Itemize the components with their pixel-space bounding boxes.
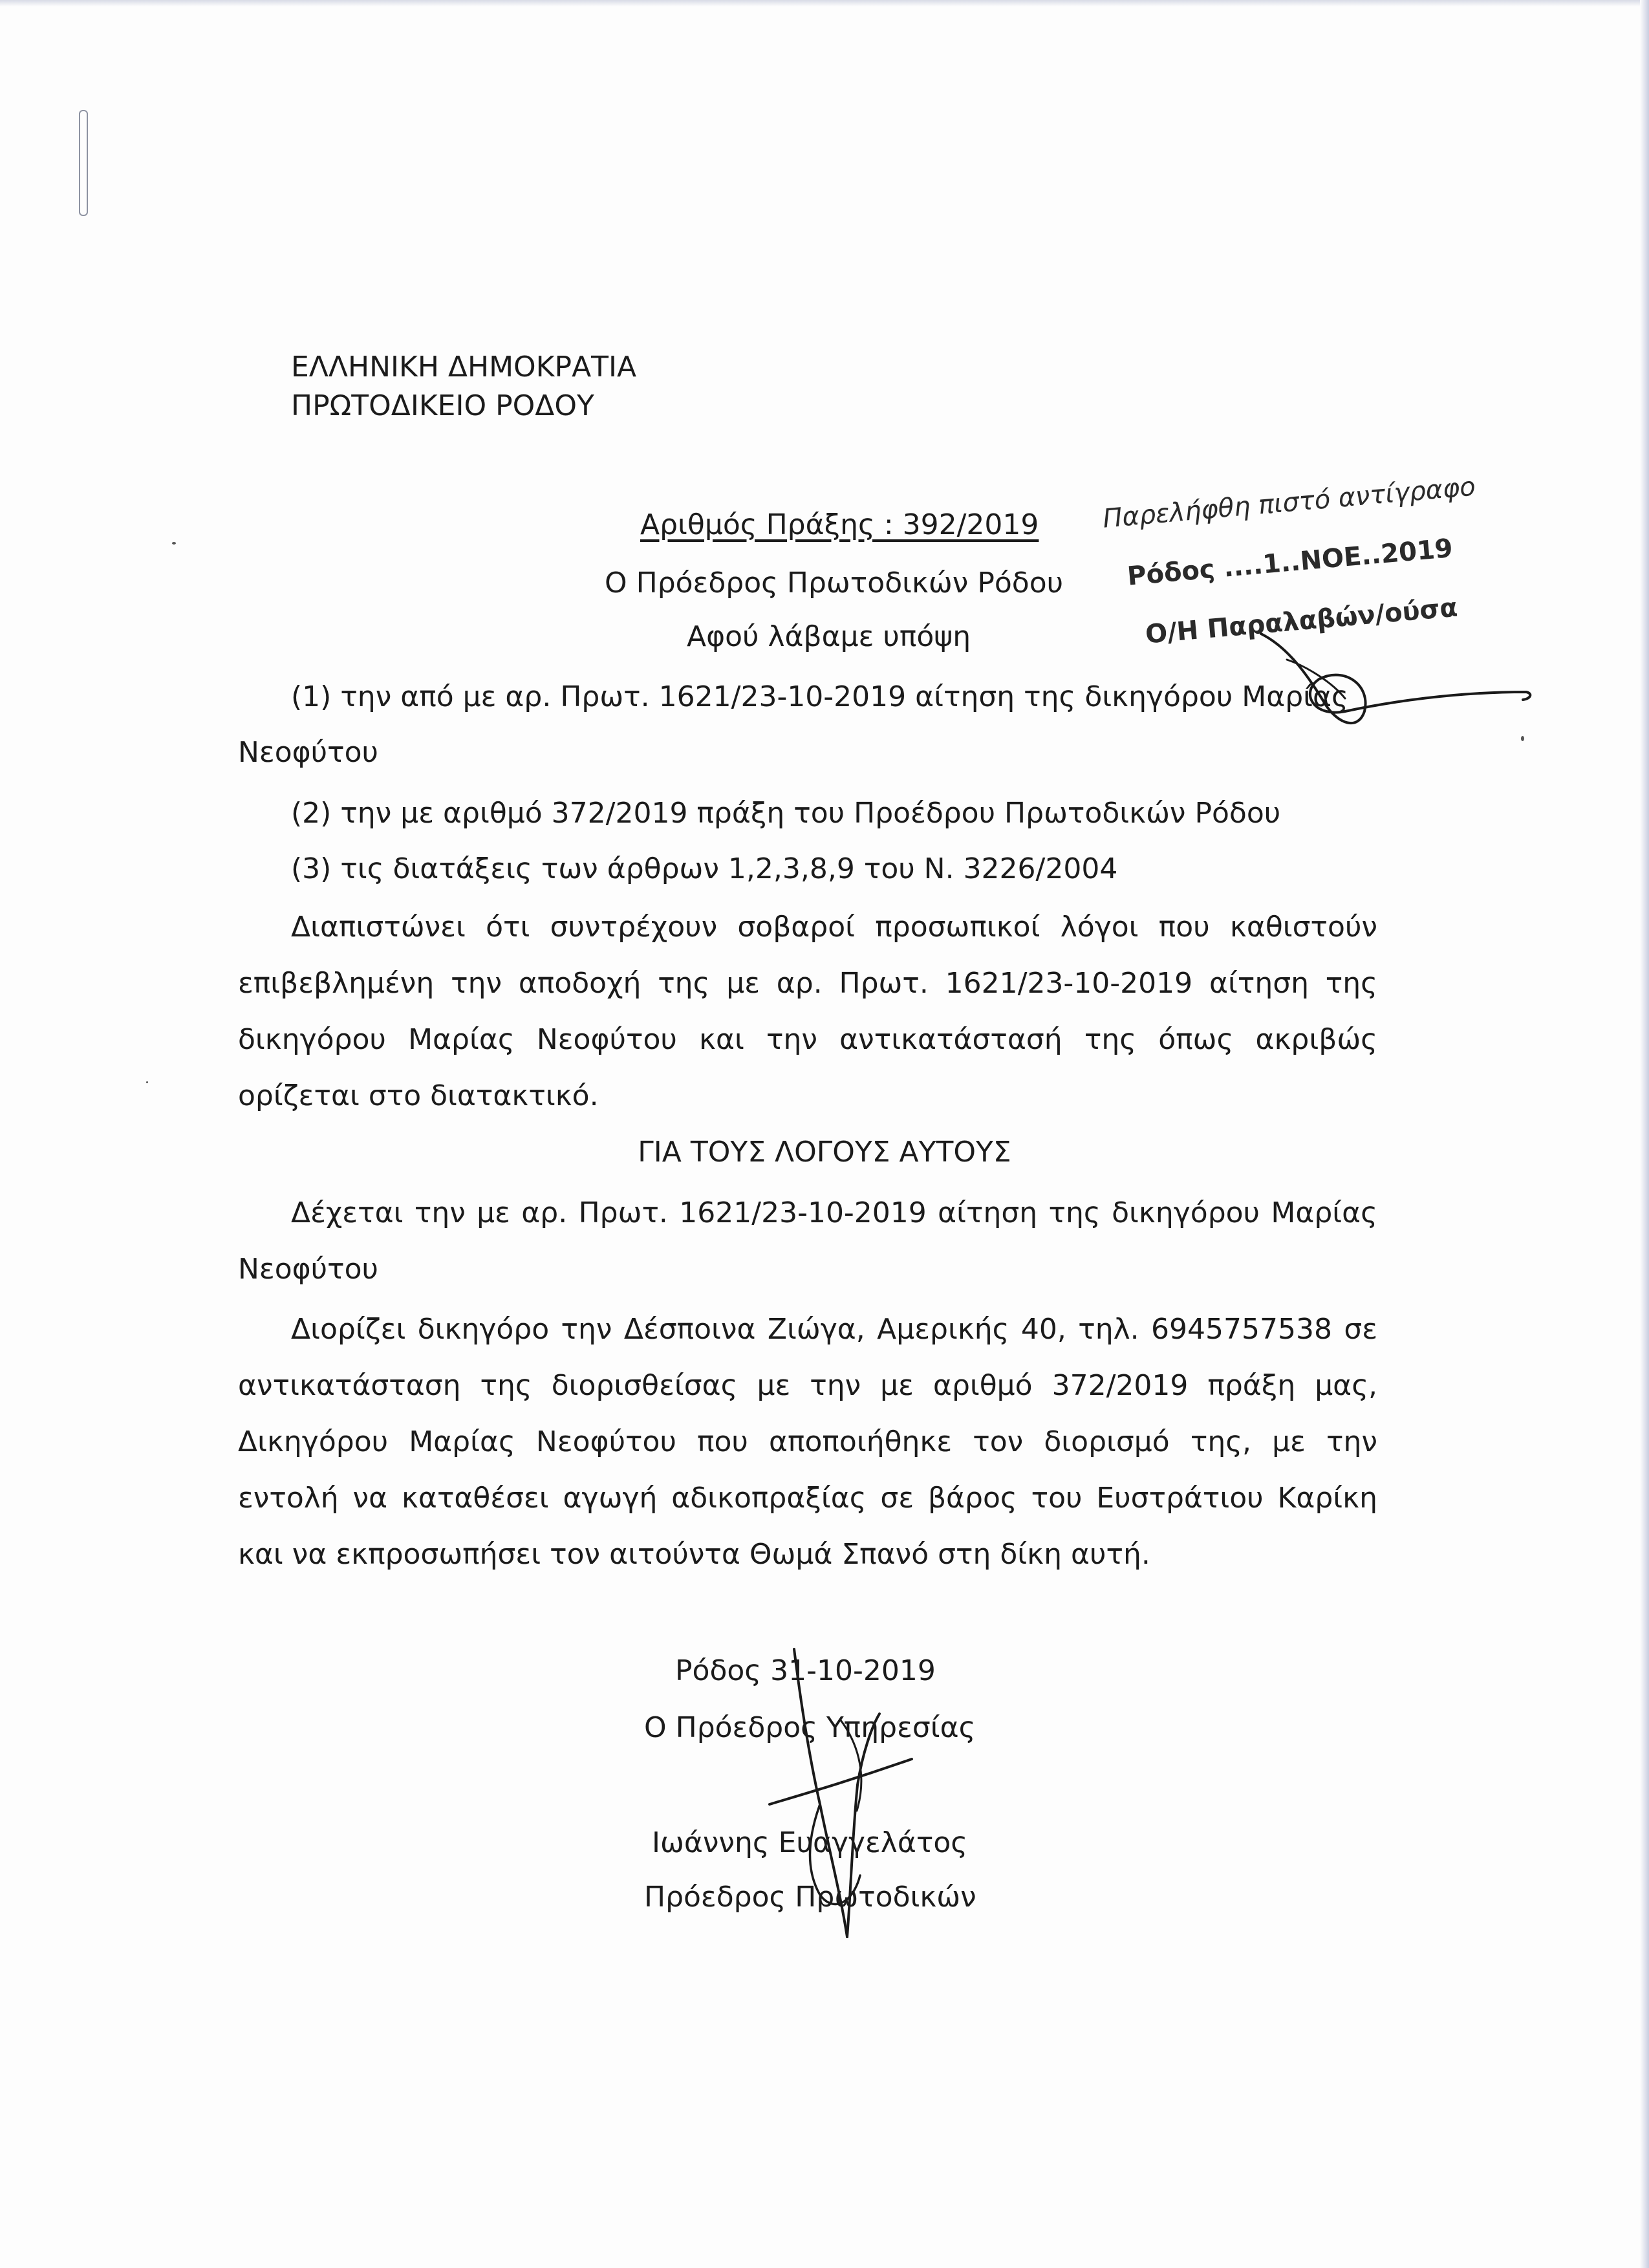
scan-edge-right [1640, 0, 1649, 2268]
signatory-role: Πρόεδρος Πρωτοδικών [644, 1881, 976, 1914]
recipient-signature [1248, 621, 1539, 750]
president-line: Ο Πρόεδρος Πρωτοδικών Ρόδου [605, 567, 1064, 599]
stamp-date-line: Ρόδος ....1..ΝΟΕ..2019 [1126, 533, 1454, 592]
signatory-title: Ο Πρόεδρος Υπηρεσίας [644, 1711, 976, 1744]
scan-edge-top [0, 0, 1649, 6]
consideration-1-line-2: Νεοφύτου [238, 736, 378, 769]
header-court: ΠΡΩΤΟΔΙΚΕΙΟ ΡΟΔΟΥ [291, 389, 594, 422]
signatory-name: Ιωάννης Ευαγγελάτος [652, 1826, 968, 1859]
consideration-1-line-1: (1) την από με αρ. Πρωτ. 1621/23-10-2019 αίτηση της δικηγόρου Μαρίας [291, 680, 1348, 713]
consideration-3: (3) τις διατάξεις των άρθρων 1,2,3,8,9 του Ν. 3226/2004 [291, 852, 1118, 885]
decision-appoints: Διορίζει δικηγόρο την Δέσποινα Ζιώγα, Αμερικής 40, τηλ. 6945757538 σε αντικατάσταση της διορισθείσας με την με αριθμό 372/2019 πράξη μας, Δικηγόρου Μαρίας Νεοφύτου που αποποιήθηκε τον διορισμό της, με την εντολή να καταθέσει αγωγή αδικοπραξίας σε βάρος του Ευστράτιου Καρίκη και να εκπροσωπήσει τον αιτούντα Θωμά Σπανό στη δίκη αυτή. [238, 1313, 1377, 1571]
decision-accepts: Δέχεται την με αρ. Πρωτ. 1621/23-10-2019 αίτηση της δικηγόρου Μαρίας Νεοφύτου [238, 1196, 1377, 1286]
stamp-received-line: Παρελήφθη πιστό αντίγραφο [1101, 471, 1477, 534]
scan-speck [172, 542, 176, 545]
considering-line: Αφού λάβαμε υπόψη [687, 620, 971, 653]
reasons-heading: ΓΙΑ ΤΟΥΣ ΛΟΓΟΥΣ ΑΥΤΟΥΣ [638, 1136, 1011, 1169]
act-number: Αριθμός Πράξης : 392/2019 [640, 508, 1039, 541]
finding-paragraph: Διαπιστώνει ότι συντρέχουν σοβαροί προσωπικοί λόγοι που καθιστούν επιβεβλημένη την αποδοχή της με αρ. Πρωτ. 1621/23-10-2019 αίτηση της δικηγόρου Μαρίας Νεοφύτου και την αντικατάστασή της όπως ακριβώς ορίζεται στο διατακτικό. [238, 911, 1377, 1112]
consideration-2: (2) την με αριθμό 372/2019 πράξη του Προέδρου Πρωτοδικών Ρόδου [291, 797, 1281, 830]
place-date: Ρόδος 31-10-2019 [675, 1654, 936, 1687]
stamp-recipient-line: Ο/Η Παραλαβών/ούσα [1144, 592, 1459, 650]
scan-mark [79, 110, 88, 216]
scan-speck [146, 1081, 148, 1083]
president-signature [744, 1643, 951, 1947]
header-republic: ΕΛΛΗΝΙΚΗ ΔΗΜΟΚΡΑΤΙΑ [291, 351, 637, 383]
